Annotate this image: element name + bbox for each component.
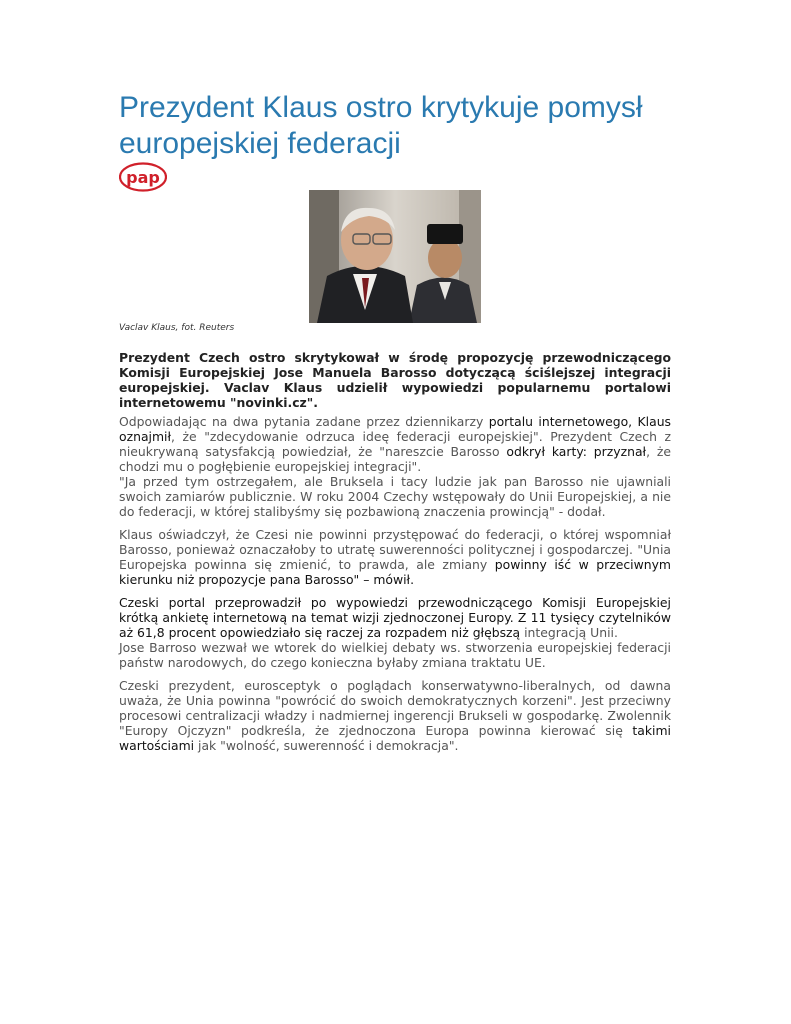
article-title: Prezydent Klaus ostro krytykuje pomysł europejskiej federacji (119, 91, 643, 160)
paragraph-4 (119, 678, 671, 753)
photo-caption: Vaclav Klaus, fot. Reuters (119, 323, 235, 333)
p1-text-b: portalu internetowego, Klaus oznajmił (119, 414, 671, 444)
p1-text-a: Odpowiadając na dwa pytania zadane przez dziennikarzy (119, 414, 489, 429)
p4-text-b: takimi wartościami (119, 723, 671, 753)
paragraph-3 (119, 595, 671, 670)
article-photo (309, 190, 481, 323)
p2-text-b: powinny iść w przeciwnym kierunku niż propozycje pana Barosso" – mówił. (119, 557, 671, 587)
p1-text-e: , że chodzi mu o pogłębienie europejskiej integracji". (119, 444, 671, 474)
article-lead: Prezydent Czech ostro skrytykował w środę propozycję przewodniczącego Komisji Europejskiej Jose Manuela Barosso dotyczącą ściślejszej integracji europejskiej. Vaclav Klaus udzielił wypowiedzi popularnemu portalowi internetowemu "novinki.cz". (119, 350, 671, 410)
p3-text-a: Czeski portal przeprowadził po wypowiedzi przewodniczącego Komisji Europejskiej krótką ankietę internetową na temat wizji zjednoczonej Europy. Z 11 tysięcy czytelników aż 61,8 procent opowiedziało się raczej za rozpadem niż głębszą (119, 595, 671, 640)
pap-logo-text: pap (126, 168, 160, 187)
p2-text-a: Klaus oświadczył, że Czesi nie powinni przystępować do federacji, o której wspomniał Barosso, ponieważ oznaczałoby to utratę suwerenności politycznej i gospodarczej. "Unia Europejska powinna się zmienić, to prawda, ale zmiany (119, 527, 671, 572)
p1-text-f: "Ja przed tym ostrzegałem, ale Bruksela i tacy ludzie jak pan Barosso nie ujawniali swoich zamiarów publicznie. W roku 2004 Czechy wstępowały do Unii Europejskiej, a nie do federacji, w której stalibyśmy się pozbawioną znaczenia prowincją" - dodał. (119, 474, 671, 519)
p1-text-c: , że "zdecydowanie odrzuca ideę federacji europejskiej". Prezydent Czech z nieukrywaną satysfakcją powiedział, że "nareszcie Barosso (119, 429, 671, 459)
p3-text-c: Jose Barroso wezwał we wtorek do wielkiej debaty ws. stworzenia europejskiej federacji państw narodowych, do czego konieczna byłaby zmiana traktatu UE. (119, 640, 671, 670)
paragraph-1 (119, 414, 671, 519)
pap-logo-icon (119, 162, 167, 192)
article-body (119, 414, 671, 761)
p3-text-b: integracją Unii. (520, 625, 618, 640)
p4-text-a: Czeski prezydent, eurosceptyk o poglądach konserwatywno-liberalnych, od dawna uważa, że Unia powinna "powrócić do swoich demokratycznych korzeni". Jest przeciwny procesowi centralizacji władzy i nadmiernej ingerencji Brukseli w gospodarkę. Zwolennik "Europy Ojczyzn" podkreśla, że zjednoczona Europa powinna kierować się (119, 678, 671, 738)
p1-text-d: odkrył karty: przyznał (506, 444, 647, 459)
p4-text-c: jak "wolność, suwerenność i demokracja". (194, 738, 459, 753)
paragraph-2 (119, 527, 671, 587)
portrait-photo (309, 190, 481, 323)
